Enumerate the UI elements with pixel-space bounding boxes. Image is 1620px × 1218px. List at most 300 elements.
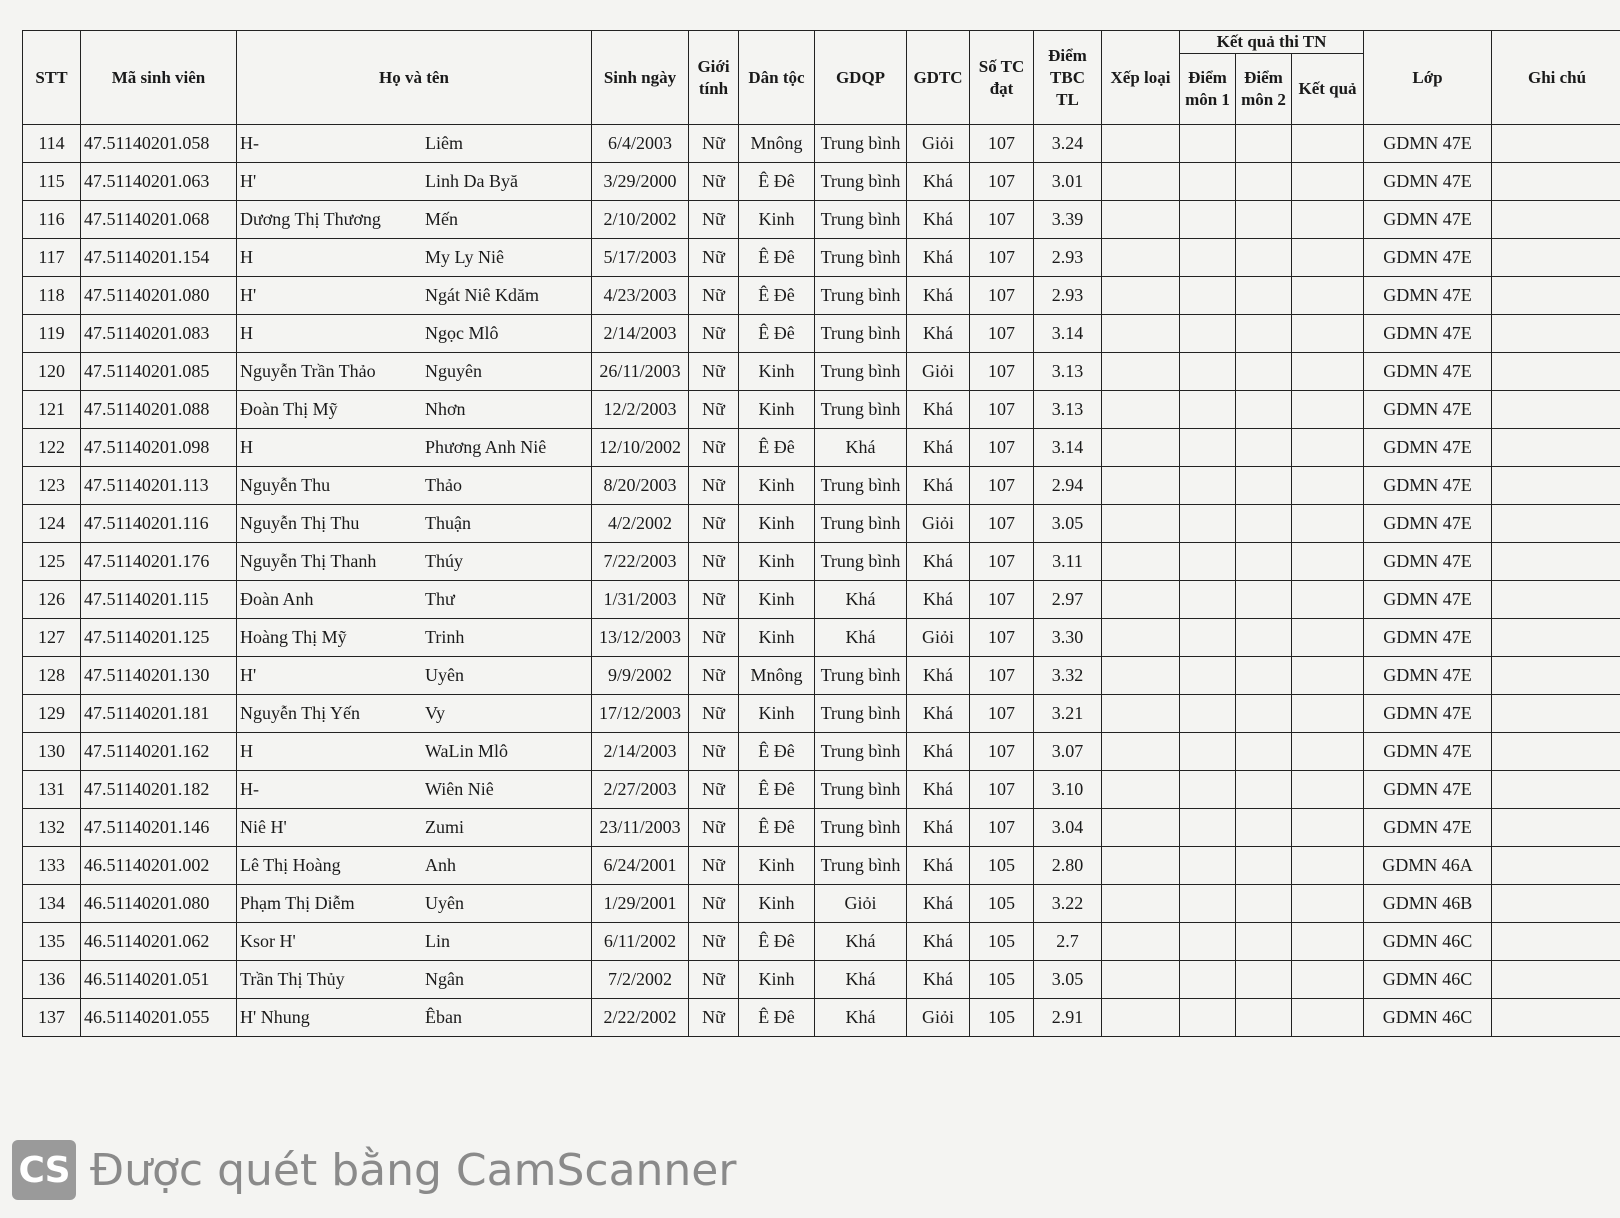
- header-row-1: [23, 31, 1620, 54]
- cell-ghi-chu: [1492, 505, 1620, 543]
- cell-so-tc: 107: [970, 771, 1034, 809]
- cell-gioi-tinh: Nữ: [689, 467, 739, 505]
- cell-diem-mon-2: [1236, 315, 1292, 353]
- cell-ma-sinh-vien: 46.51140201.080: [81, 885, 237, 923]
- cell-ghi-chu: [1492, 885, 1620, 923]
- cell-dan-toc: Kinh: [739, 695, 815, 733]
- cell-gdtc: Giỏi: [907, 999, 970, 1037]
- cell-ghi-chu: [1492, 125, 1620, 163]
- cell-ma-sinh-vien: 47.51140201.085: [81, 353, 237, 391]
- cell-diem-mon-1: [1180, 391, 1236, 429]
- cell-sinh-ngay: 12/2/2003: [592, 391, 689, 429]
- cell-ma-sinh-vien: 47.51140201.130: [81, 657, 237, 695]
- cell-dan-toc: Kinh: [739, 201, 815, 239]
- cell-gdtc: Khá: [907, 277, 970, 315]
- cell-stt: 121: [23, 391, 81, 429]
- cell-gdqp: Khá: [815, 999, 907, 1037]
- camscanner-logo-icon: CS: [12, 1140, 76, 1200]
- cell-diem-mon-1: [1180, 429, 1236, 467]
- table-row: [23, 467, 1620, 505]
- cell-ket-qua: [1292, 429, 1364, 467]
- cell-xep-loai: [1102, 125, 1180, 163]
- cell-gioi-tinh: Nữ: [689, 657, 739, 695]
- cell-diem-mon-2: [1236, 961, 1292, 999]
- cell-ho-va-ten: [237, 163, 592, 201]
- cell-dan-toc: Ê Đê: [739, 809, 815, 847]
- cell-diem-mon-1: [1180, 467, 1236, 505]
- cell-ma-sinh-vien: 47.51140201.098: [81, 429, 237, 467]
- cell-dan-toc: Ê Đê: [739, 923, 815, 961]
- cell-gioi-tinh: Nữ: [689, 695, 739, 733]
- cell-ket-qua: [1292, 353, 1364, 391]
- table-row: [23, 885, 1620, 923]
- cell-diem-mon-2: [1236, 581, 1292, 619]
- ten: Ngát Niê Kdăm: [425, 285, 539, 305]
- cell-sinh-ngay: 6/24/2001: [592, 847, 689, 885]
- cell-diem-mon-1: [1180, 201, 1236, 239]
- cell-diem: 3.05: [1034, 961, 1102, 999]
- cell-diem: 3.39: [1034, 201, 1102, 239]
- cell-ma-sinh-vien: 47.51140201.115: [81, 581, 237, 619]
- header-sinh-ngay: Sinh ngày: [592, 31, 689, 125]
- cell-lop: GDMN 46A: [1364, 847, 1492, 885]
- cell-gdtc: Khá: [907, 581, 970, 619]
- cell-so-tc: 107: [970, 201, 1034, 239]
- cell-sinh-ngay: 8/20/2003: [592, 467, 689, 505]
- header-stt: STT: [23, 31, 81, 125]
- cell-diem: 3.30: [1034, 619, 1102, 657]
- cell-ho-va-ten: [237, 581, 592, 619]
- ten: Thảo: [425, 475, 462, 495]
- header-lop: Lớp: [1364, 31, 1492, 125]
- cell-diem-mon-1: [1180, 619, 1236, 657]
- table-body: [23, 125, 1620, 1037]
- cell-diem: 3.14: [1034, 429, 1102, 467]
- cell-so-tc: 107: [970, 581, 1034, 619]
- cell-diem-mon-1: [1180, 163, 1236, 201]
- header-xep-loai: Xếp loại: [1102, 31, 1180, 125]
- cell-lop: GDMN 46C: [1364, 923, 1492, 961]
- cell-gdqp: Trung bình: [815, 391, 907, 429]
- cell-xep-loai: [1102, 505, 1180, 543]
- cell-ho-va-ten: [237, 543, 592, 581]
- cell-ghi-chu: [1492, 619, 1620, 657]
- cell-ghi-chu: [1492, 201, 1620, 239]
- cell-diem: 3.13: [1034, 391, 1102, 429]
- cell-xep-loai: [1102, 353, 1180, 391]
- cell-gdqp: Trung bình: [815, 125, 907, 163]
- table-row: [23, 163, 1620, 201]
- table-row: [23, 999, 1620, 1037]
- cell-lop: GDMN 47E: [1364, 201, 1492, 239]
- ho-lot: Dương Thị Thương: [240, 209, 381, 229]
- table-row: [23, 239, 1620, 277]
- cell-ghi-chu: [1492, 163, 1620, 201]
- cell-ho-va-ten: [237, 353, 592, 391]
- cell-ma-sinh-vien: 46.51140201.002: [81, 847, 237, 885]
- table-row: [23, 125, 1620, 163]
- cell-xep-loai: [1102, 695, 1180, 733]
- cell-ma-sinh-vien: 47.51140201.125: [81, 619, 237, 657]
- cell-ghi-chu: [1492, 277, 1620, 315]
- cell-lop: GDMN 46C: [1364, 961, 1492, 999]
- cell-ghi-chu: [1492, 809, 1620, 847]
- table-row: [23, 771, 1620, 809]
- cell-gioi-tinh: Nữ: [689, 961, 739, 999]
- cell-ho-va-ten: [237, 239, 592, 277]
- cell-xep-loai: [1102, 429, 1180, 467]
- cell-gdtc: Khá: [907, 239, 970, 277]
- cell-sinh-ngay: 4/2/2002: [592, 505, 689, 543]
- table-row: [23, 391, 1620, 429]
- cell-ma-sinh-vien: 47.51140201.088: [81, 391, 237, 429]
- cell-diem-mon-2: [1236, 847, 1292, 885]
- cell-gioi-tinh: Nữ: [689, 429, 739, 467]
- ho-lot: Trần Thị Thủy: [240, 969, 345, 989]
- cell-stt: 115: [23, 163, 81, 201]
- cell-ma-sinh-vien: 47.51140201.176: [81, 543, 237, 581]
- cell-ghi-chu: [1492, 239, 1620, 277]
- cell-diem: 3.11: [1034, 543, 1102, 581]
- cell-xep-loai: [1102, 733, 1180, 771]
- cell-gdtc: Khá: [907, 467, 970, 505]
- cell-ma-sinh-vien: 47.51140201.154: [81, 239, 237, 277]
- cell-ma-sinh-vien: 47.51140201.181: [81, 695, 237, 733]
- ten: Ngân: [425, 969, 464, 989]
- cell-gioi-tinh: Nữ: [689, 315, 739, 353]
- ho-lot: Đoàn Thị Mỹ: [240, 399, 338, 419]
- cell-lop: GDMN 47E: [1364, 771, 1492, 809]
- cell-diem-mon-2: [1236, 885, 1292, 923]
- cell-ma-sinh-vien: 47.51140201.182: [81, 771, 237, 809]
- header-gdtc: GDTC: [907, 31, 970, 125]
- cell-sinh-ngay: 2/27/2003: [592, 771, 689, 809]
- cell-xep-loai: [1102, 771, 1180, 809]
- cell-stt: 126: [23, 581, 81, 619]
- cell-ma-sinh-vien: 47.51140201.162: [81, 733, 237, 771]
- cell-ket-qua: [1292, 619, 1364, 657]
- cell-diem: 3.24: [1034, 125, 1102, 163]
- cell-lop: GDMN 47E: [1364, 239, 1492, 277]
- cell-so-tc: 105: [970, 847, 1034, 885]
- cell-diem: 2.91: [1034, 999, 1102, 1037]
- cell-gdtc: Khá: [907, 733, 970, 771]
- cell-dan-toc: Ê Đê: [739, 277, 815, 315]
- cell-ket-qua: [1292, 809, 1364, 847]
- cell-so-tc: 107: [970, 695, 1034, 733]
- cell-xep-loai: [1102, 543, 1180, 581]
- cell-so-tc: 105: [970, 923, 1034, 961]
- cell-ket-qua: [1292, 733, 1364, 771]
- table-row: [23, 809, 1620, 847]
- cell-gdtc: Khá: [907, 315, 970, 353]
- cell-stt: 118: [23, 277, 81, 315]
- cell-sinh-ngay: 4/23/2003: [592, 277, 689, 315]
- ten: Thư: [425, 589, 455, 609]
- cell-ma-sinh-vien: 47.51140201.116: [81, 505, 237, 543]
- cell-stt: 135: [23, 923, 81, 961]
- cell-stt: 114: [23, 125, 81, 163]
- ten: Thúy: [425, 551, 463, 571]
- cell-ma-sinh-vien: 47.51140201.068: [81, 201, 237, 239]
- ten: Lin: [425, 931, 450, 951]
- cell-diem-mon-2: [1236, 239, 1292, 277]
- cell-gdqp: Trung bình: [815, 733, 907, 771]
- cell-lop: GDMN 47E: [1364, 543, 1492, 581]
- cell-gioi-tinh: Nữ: [689, 353, 739, 391]
- cell-stt: 129: [23, 695, 81, 733]
- cell-ma-sinh-vien: 47.51140201.058: [81, 125, 237, 163]
- cell-so-tc: 107: [970, 733, 1034, 771]
- cell-diem: 3.32: [1034, 657, 1102, 695]
- cell-sinh-ngay: 5/17/2003: [592, 239, 689, 277]
- cell-diem-mon-2: [1236, 695, 1292, 733]
- table-row: [23, 277, 1620, 315]
- ten: My Ly Niê: [425, 247, 504, 267]
- cell-dan-toc: Ê Đê: [739, 733, 815, 771]
- cell-stt: 122: [23, 429, 81, 467]
- cell-so-tc: 107: [970, 353, 1034, 391]
- cell-sinh-ngay: 26/11/2003: [592, 353, 689, 391]
- table-row: [23, 961, 1620, 999]
- cell-sinh-ngay: 1/29/2001: [592, 885, 689, 923]
- cell-ho-va-ten: [237, 391, 592, 429]
- cell-gdtc: Khá: [907, 201, 970, 239]
- cell-so-tc: 105: [970, 885, 1034, 923]
- cell-diem-mon-2: [1236, 771, 1292, 809]
- table-row: [23, 581, 1620, 619]
- table-row: [23, 923, 1620, 961]
- cell-ghi-chu: [1492, 923, 1620, 961]
- cell-sinh-ngay: 1/31/2003: [592, 581, 689, 619]
- cell-ho-va-ten: [237, 809, 592, 847]
- cell-diem-mon-2: [1236, 277, 1292, 315]
- cell-gdtc: Khá: [907, 429, 970, 467]
- cell-ket-qua: [1292, 277, 1364, 315]
- cell-dan-toc: Kinh: [739, 353, 815, 391]
- cell-gdqp: Trung bình: [815, 505, 907, 543]
- cell-gdtc: Giỏi: [907, 125, 970, 163]
- cell-dan-toc: Ê Đê: [739, 429, 815, 467]
- cell-gdtc: Giỏi: [907, 353, 970, 391]
- header-diem-tbc-tl: Điểm TBC TL: [1034, 31, 1102, 125]
- cell-gdqp: Trung bình: [815, 657, 907, 695]
- cell-ket-qua: [1292, 961, 1364, 999]
- cell-xep-loai: [1102, 163, 1180, 201]
- cell-diem-mon-2: [1236, 923, 1292, 961]
- cell-ket-qua: [1292, 847, 1364, 885]
- cell-stt: 130: [23, 733, 81, 771]
- cell-diem-mon-1: [1180, 733, 1236, 771]
- ten: Zumi: [425, 817, 464, 837]
- cell-gioi-tinh: Nữ: [689, 277, 739, 315]
- cell-ghi-chu: [1492, 391, 1620, 429]
- cell-ghi-chu: [1492, 429, 1620, 467]
- cell-gdqp: Trung bình: [815, 163, 907, 201]
- header-ket-qua: Kết quả: [1292, 54, 1364, 125]
- cell-dan-toc: Mnông: [739, 657, 815, 695]
- cell-gdqp: Trung bình: [815, 695, 907, 733]
- cell-so-tc: 107: [970, 505, 1034, 543]
- ho-lot: Nguyễn Thị Thu: [240, 513, 360, 533]
- cell-ho-va-ten: [237, 733, 592, 771]
- cell-ghi-chu: [1492, 695, 1620, 733]
- ten: Uyên: [425, 665, 464, 685]
- ten: Linh Da Byă: [425, 171, 518, 191]
- cell-ghi-chu: [1492, 771, 1620, 809]
- cell-gioi-tinh: Nữ: [689, 923, 739, 961]
- cell-lop: GDMN 47E: [1364, 657, 1492, 695]
- cell-diem: 3.07: [1034, 733, 1102, 771]
- cell-diem-mon-1: [1180, 315, 1236, 353]
- cell-ma-sinh-vien: 47.51140201.080: [81, 277, 237, 315]
- ten: Liêm: [425, 133, 463, 153]
- cell-ghi-chu: [1492, 543, 1620, 581]
- cell-ket-qua: [1292, 391, 1364, 429]
- cell-diem-mon-2: [1236, 619, 1292, 657]
- cell-gdtc: Khá: [907, 543, 970, 581]
- cell-gdqp: Trung bình: [815, 847, 907, 885]
- cell-sinh-ngay: 2/22/2002: [592, 999, 689, 1037]
- cell-dan-toc: Kinh: [739, 885, 815, 923]
- cell-diem: 3.13: [1034, 353, 1102, 391]
- cell-lop: GDMN 47E: [1364, 505, 1492, 543]
- cell-ma-sinh-vien: 47.51140201.083: [81, 315, 237, 353]
- cell-stt: 123: [23, 467, 81, 505]
- cell-xep-loai: [1102, 885, 1180, 923]
- cell-gioi-tinh: Nữ: [689, 505, 739, 543]
- cell-so-tc: 107: [970, 239, 1034, 277]
- cell-gdqp: Trung bình: [815, 315, 907, 353]
- header-gdqp: GDQP: [815, 31, 907, 125]
- cell-ho-va-ten: [237, 201, 592, 239]
- header-ma-sinh-vien: Mã sinh viên: [81, 31, 237, 125]
- cell-dan-toc: Ê Đê: [739, 239, 815, 277]
- table-row: [23, 429, 1620, 467]
- cell-ho-va-ten: [237, 771, 592, 809]
- table-row: [23, 847, 1620, 885]
- cell-gioi-tinh: Nữ: [689, 543, 739, 581]
- camscanner-text: Được quét bằng CamScanner: [90, 1144, 737, 1196]
- cell-ket-qua: [1292, 543, 1364, 581]
- cell-so-tc: 107: [970, 277, 1034, 315]
- cell-stt: 132: [23, 809, 81, 847]
- cell-ket-qua: [1292, 467, 1364, 505]
- ho-lot: H': [240, 171, 257, 191]
- cell-diem-mon-2: [1236, 733, 1292, 771]
- cell-stt: 136: [23, 961, 81, 999]
- cell-dan-toc: Kinh: [739, 847, 815, 885]
- cell-gioi-tinh: Nữ: [689, 999, 739, 1037]
- table-row: [23, 201, 1620, 239]
- cell-gdqp: Trung bình: [815, 277, 907, 315]
- cell-diem-mon-2: [1236, 505, 1292, 543]
- cell-ket-qua: [1292, 695, 1364, 733]
- cell-gioi-tinh: Nữ: [689, 619, 739, 657]
- student-table: [22, 30, 1620, 1037]
- cell-sinh-ngay: 2/10/2002: [592, 201, 689, 239]
- cell-stt: 134: [23, 885, 81, 923]
- table-row: [23, 543, 1620, 581]
- cell-ma-sinh-vien: 46.51140201.055: [81, 999, 237, 1037]
- cell-xep-loai: [1102, 239, 1180, 277]
- cell-dan-toc: Ê Đê: [739, 315, 815, 353]
- ho-lot: Phạm Thị Diễm: [240, 893, 355, 913]
- cell-ket-qua: [1292, 885, 1364, 923]
- cell-diem-mon-1: [1180, 809, 1236, 847]
- cell-diem-mon-2: [1236, 543, 1292, 581]
- ho-lot: H' Nhung: [240, 1007, 310, 1027]
- cell-diem: 3.10: [1034, 771, 1102, 809]
- cell-gioi-tinh: Nữ: [689, 733, 739, 771]
- ten: Nhơn: [425, 399, 466, 419]
- cell-so-tc: 105: [970, 999, 1034, 1037]
- cell-dan-toc: Kinh: [739, 467, 815, 505]
- cell-ket-qua: [1292, 239, 1364, 277]
- cell-gdqp: Giỏi: [815, 885, 907, 923]
- header-so-tc-dat: Số TC đạt: [970, 31, 1034, 125]
- cell-diem-mon-1: [1180, 695, 1236, 733]
- cell-lop: GDMN 47E: [1364, 809, 1492, 847]
- camscanner-watermark: [12, 1140, 736, 1200]
- cell-diem-mon-1: [1180, 581, 1236, 619]
- ten: Mến: [425, 209, 458, 229]
- cell-ma-sinh-vien: 46.51140201.062: [81, 923, 237, 961]
- cell-lop: GDMN 47E: [1364, 429, 1492, 467]
- cell-diem-mon-2: [1236, 809, 1292, 847]
- cell-ghi-chu: [1492, 733, 1620, 771]
- cell-diem-mon-2: [1236, 125, 1292, 163]
- cell-dan-toc: Ê Đê: [739, 163, 815, 201]
- cell-diem: 2.94: [1034, 467, 1102, 505]
- cell-gdtc: Khá: [907, 391, 970, 429]
- cell-ket-qua: [1292, 581, 1364, 619]
- cell-dan-toc: Kinh: [739, 543, 815, 581]
- cell-diem: 3.04: [1034, 809, 1102, 847]
- cell-gdqp: Trung bình: [815, 353, 907, 391]
- cell-dan-toc: Mnông: [739, 125, 815, 163]
- cell-ghi-chu: [1492, 581, 1620, 619]
- cell-ho-va-ten: [237, 923, 592, 961]
- ten: Trinh: [425, 627, 465, 647]
- cell-diem: 2.93: [1034, 277, 1102, 315]
- cell-ghi-chu: [1492, 315, 1620, 353]
- cell-stt: 137: [23, 999, 81, 1037]
- cell-ho-va-ten: [237, 277, 592, 315]
- cell-xep-loai: [1102, 391, 1180, 429]
- cell-diem-mon-2: [1236, 201, 1292, 239]
- ho-lot: Đoàn Anh: [240, 589, 314, 609]
- header-ghi-chu: Ghi chú: [1492, 31, 1620, 125]
- ho-lot: Hoàng Thị Mỹ: [240, 627, 347, 647]
- cell-sinh-ngay: 6/4/2003: [592, 125, 689, 163]
- cell-sinh-ngay: 7/2/2002: [592, 961, 689, 999]
- cell-so-tc: 107: [970, 657, 1034, 695]
- cell-gdtc: Khá: [907, 923, 970, 961]
- ten: Uyên: [425, 893, 464, 913]
- cell-dan-toc: Kinh: [739, 961, 815, 999]
- cell-gioi-tinh: Nữ: [689, 163, 739, 201]
- cell-diem: 2.97: [1034, 581, 1102, 619]
- cell-ho-va-ten: [237, 315, 592, 353]
- cell-diem: 3.14: [1034, 315, 1102, 353]
- cell-stt: 127: [23, 619, 81, 657]
- cell-gdtc: Khá: [907, 809, 970, 847]
- cell-ma-sinh-vien: 47.51140201.063: [81, 163, 237, 201]
- cell-lop: GDMN 47E: [1364, 733, 1492, 771]
- ho-lot: H': [240, 285, 257, 305]
- cell-gdqp: Trung bình: [815, 239, 907, 277]
